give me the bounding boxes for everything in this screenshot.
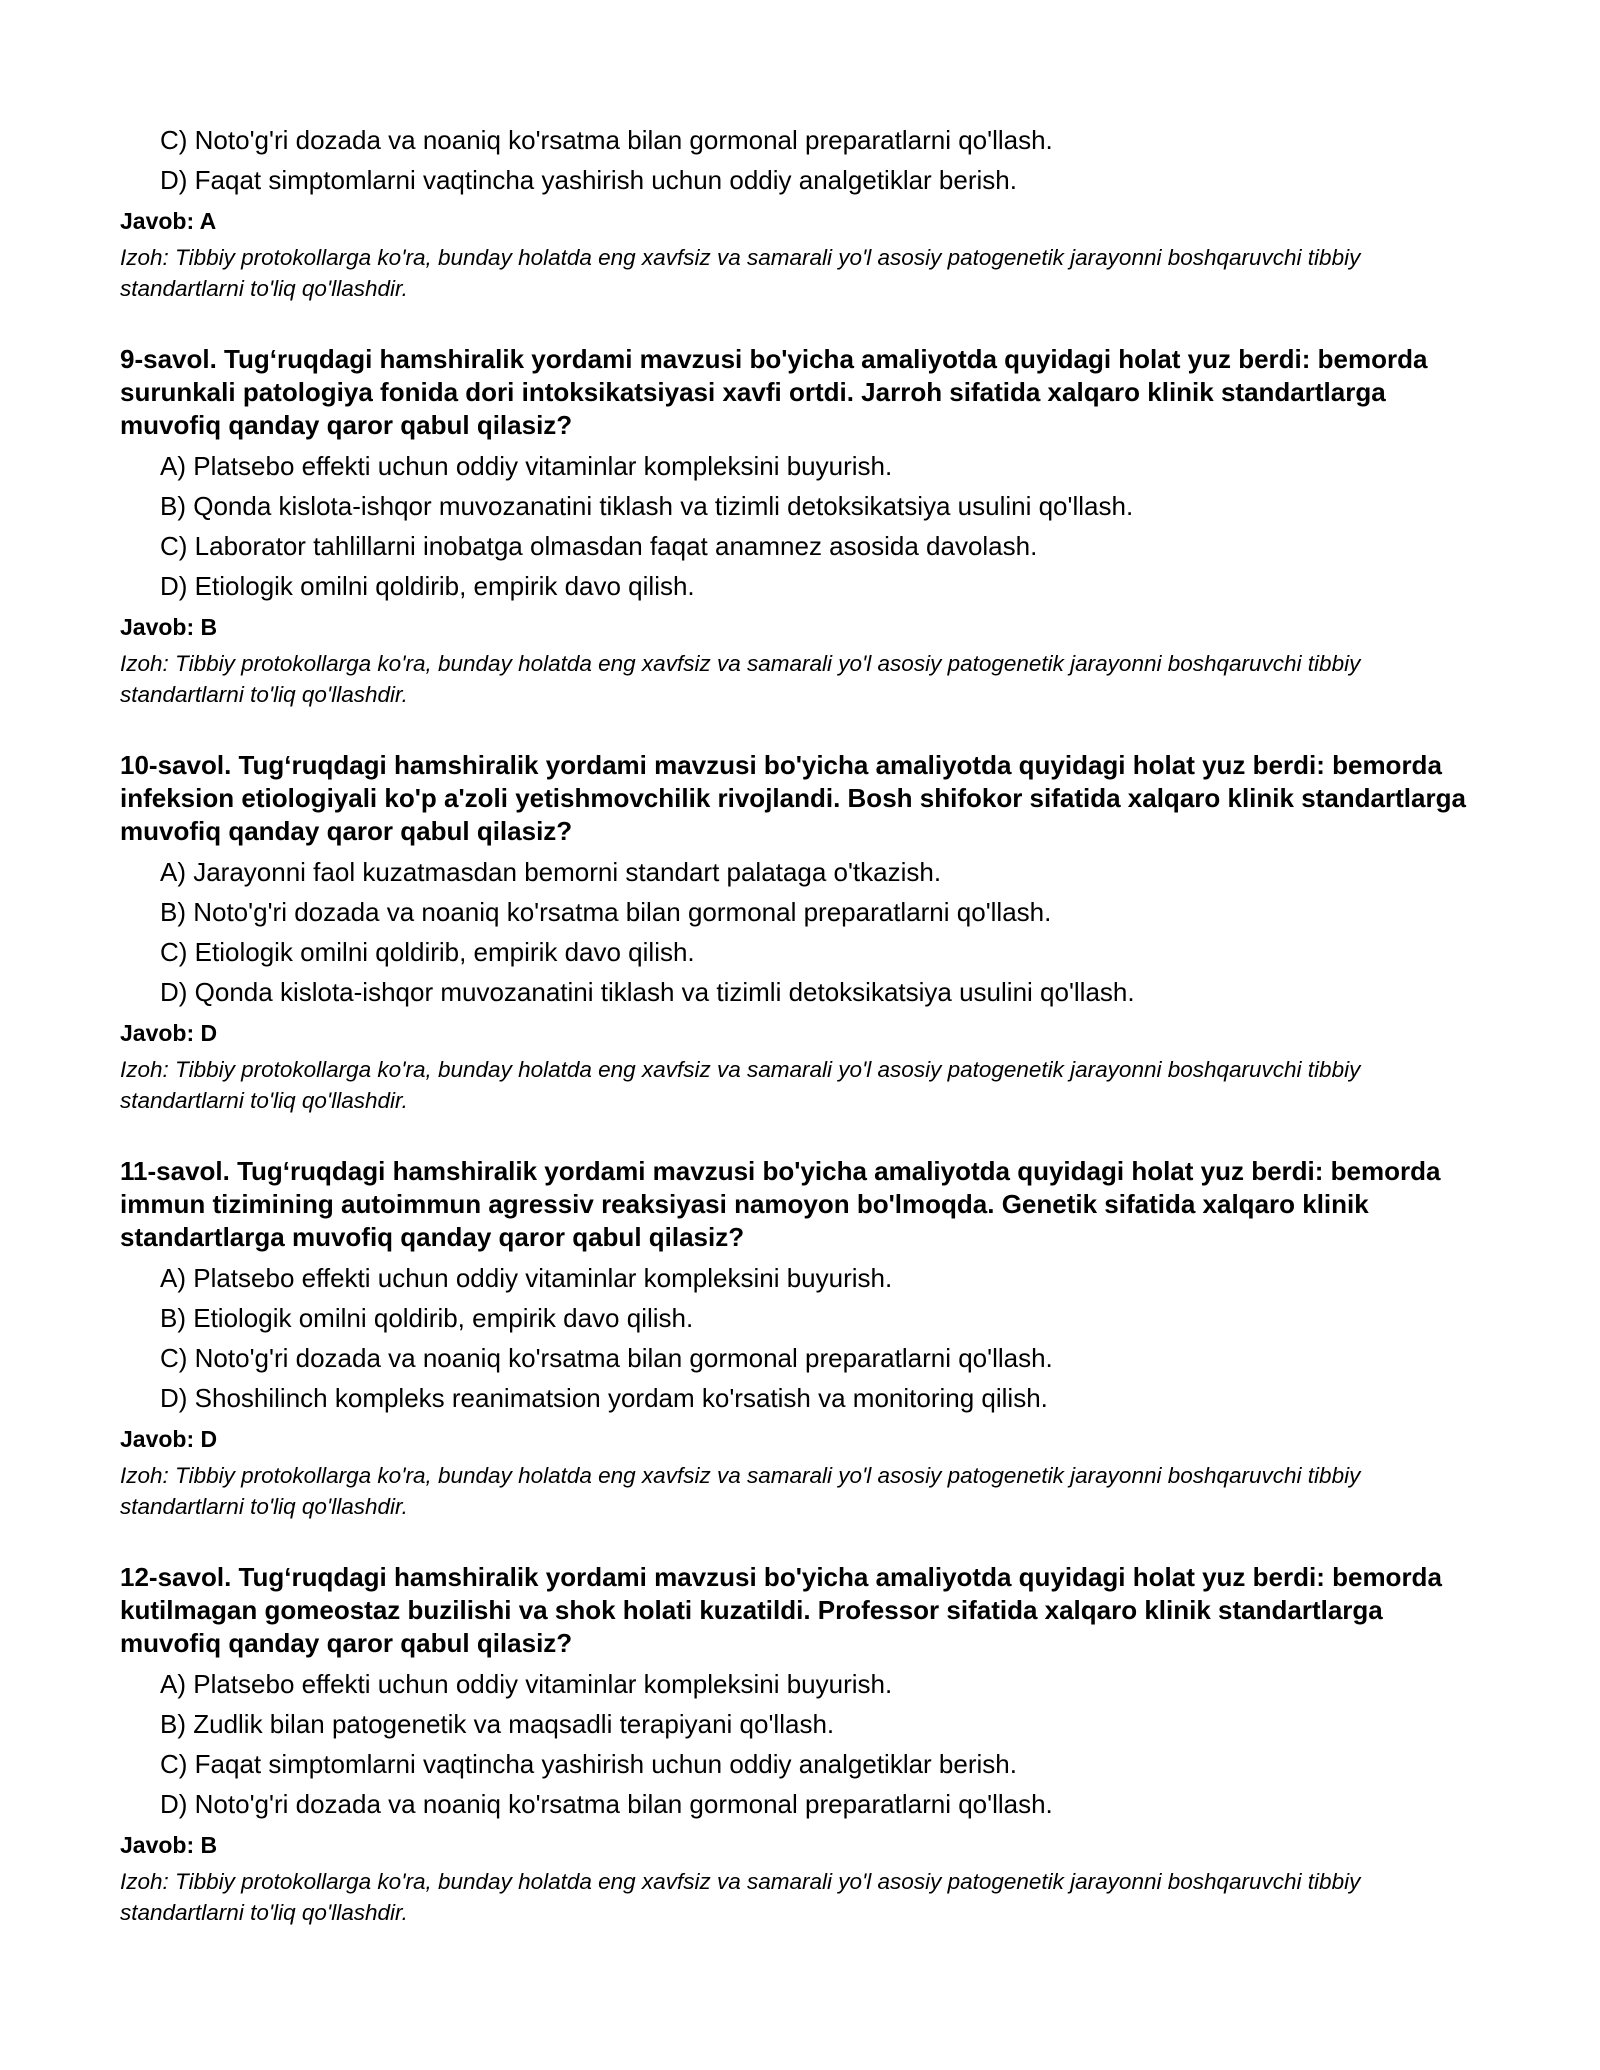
option-a: A) Jarayonni faol kuzatmasdan bemorni standart palataga o'tkazish. [160, 857, 942, 887]
option-c: C) Noto'g'ri dozada va noaniq ko'rsatma bilan gormonal preparatlarni qo'llash. [160, 1343, 1053, 1373]
explanation-note: Izoh: Tibbiy protokollarga ko'ra, bunday holatda eng xavfsiz va samarali yo'l asosiy patogenetik jarayonni boshqaruvchi tibbiy standartlarni to'liq qo'llashdir. [120, 651, 1361, 707]
option-c: C) Faqat simptomlarni vaqtincha yashirish uchun oddiy analgetiklar berish. [160, 1749, 1017, 1779]
option-a: A) Platsebo effekti uchun oddiy vitaminlar kompleksini buyurish. [160, 1263, 893, 1293]
question-title: 9-savol. Tug‘ruqdagi hamshiralik yordami mavzusi bo'yicha amaliyotda quyidagi holat yuz berdi: bemorda surunkali patologiya fonida dori intoksikatsiyasi xavfi ortdi. Jarroh sifatida xalqaro klinik standartlarga muvofiq qanday qaror qabul qilasiz? [120, 344, 1428, 440]
option-b: B) Noto'g'ri dozada va noaniq ko'rsatma bilan gormonal preparatlarni qo'llash. [160, 897, 1052, 927]
answer-label: Javob: A [120, 208, 217, 234]
answer-label: Javob: B [120, 1832, 218, 1858]
question-title: 12-savol. Tug‘ruqdagi hamshiralik yordami mavzusi bo'yicha amaliyotda quyidagi holat yuz berdi: bemorda kutilmagan gomeostaz buzilishi va shok holati kuzatildi. Professor sifatida xalqaro klinik standartlarga muvofiq qanday qaror qabul qilasiz? [120, 1562, 1442, 1658]
answer-label: Javob: D [120, 1020, 218, 1046]
option-b: B) Etiologik omilni qoldirib, empirik davo qilish. [160, 1303, 694, 1333]
question-8-continuation [120, 120, 1480, 304]
document-page [120, 120, 1480, 1928]
option-a: A) Platsebo effekti uchun oddiy vitaminlar kompleksini buyurish. [160, 451, 893, 481]
option-d: D) Noto'g'ri dozada va noaniq ko'rsatma bilan gormonal preparatlarni qo'llash. [160, 1789, 1053, 1819]
option-d: D) Qonda kislota-ishqor muvozanatini tiklash va tizimli detoksikatsiya usulini qo'llash. [160, 977, 1135, 1007]
question-title: 11-savol. Tug‘ruqdagi hamshiralik yordami mavzusi bo'yicha amaliyotda quyidagi holat yuz berdi: bemorda immun tizimining autoimmun agressiv reaksiyasi namoyon bo'lmoqda. Genetik sifatida xalqaro klinik standartlarga muvofiq qanday qaror qabul qilasiz? [120, 1156, 1441, 1252]
question-10 [120, 749, 1480, 1116]
question-9 [120, 343, 1480, 710]
option-c: C) Etiologik omilni qoldirib, empirik davo qilish. [160, 937, 695, 967]
answer-label: Javob: D [120, 1426, 218, 1452]
question-title: 10-savol. Tug‘ruqdagi hamshiralik yordami mavzusi bo'yicha amaliyotda quyidagi holat yuz berdi: bemorda infeksion etiologiyali ko'p a'zoli yetishmovchilik rivojlandi. Bosh shifokor sifatida xalqaro klinik standartlarga muvofiq qanday qaror qabul qilasiz? [120, 750, 1466, 846]
answer-label: Javob: B [120, 614, 218, 640]
option-d: D) Shoshilinch kompleks reanimatsion yordam ko'rsatish va monitoring qilish. [160, 1383, 1048, 1413]
explanation-note: Izoh: Tibbiy protokollarga ko'ra, bunday holatda eng xavfsiz va samarali yo'l asosiy patogenetik jarayonni boshqaruvchi tibbiy standartlarni to'liq qo'llashdir. [120, 1869, 1361, 1925]
explanation-note: Izoh: Tibbiy protokollarga ko'ra, bunday holatda eng xavfsiz va samarali yo'l asosiy patogenetik jarayonni boshqaruvchi tibbiy standartlarni to'liq qo'llashdir. [120, 245, 1361, 301]
option-a: A) Platsebo effekti uchun oddiy vitaminlar kompleksini buyurish. [160, 1669, 893, 1699]
option-b: B) Qonda kislota-ishqor muvozanatini tiklash va tizimli detoksikatsiya usulini qo'llash. [160, 491, 1134, 521]
option-d: D) Etiologik omilni qoldirib, empirik davo qilish. [160, 571, 695, 601]
question-11 [120, 1155, 1480, 1522]
option-b: B) Zudlik bilan patogenetik va maqsadli terapiyani qo'llash. [160, 1709, 835, 1739]
option-c: C) Noto'g'ri dozada va noaniq ko'rsatma bilan gormonal preparatlarni qo'llash. [160, 125, 1053, 155]
explanation-note: Izoh: Tibbiy protokollarga ko'ra, bunday holatda eng xavfsiz va samarali yo'l asosiy patogenetik jarayonni boshqaruvchi tibbiy standartlarni to'liq qo'llashdir. [120, 1057, 1361, 1113]
explanation-note: Izoh: Tibbiy protokollarga ko'ra, bunday holatda eng xavfsiz va samarali yo'l asosiy patogenetik jarayonni boshqaruvchi tibbiy standartlarni to'liq qo'llashdir. [120, 1463, 1361, 1519]
question-12 [120, 1561, 1480, 1928]
option-c: C) Laborator tahlillarni inobatga olmasdan faqat anamnez asosida davolash. [160, 531, 1038, 561]
option-d: D) Faqat simptomlarni vaqtincha yashirish uchun oddiy analgetiklar berish. [160, 165, 1017, 195]
